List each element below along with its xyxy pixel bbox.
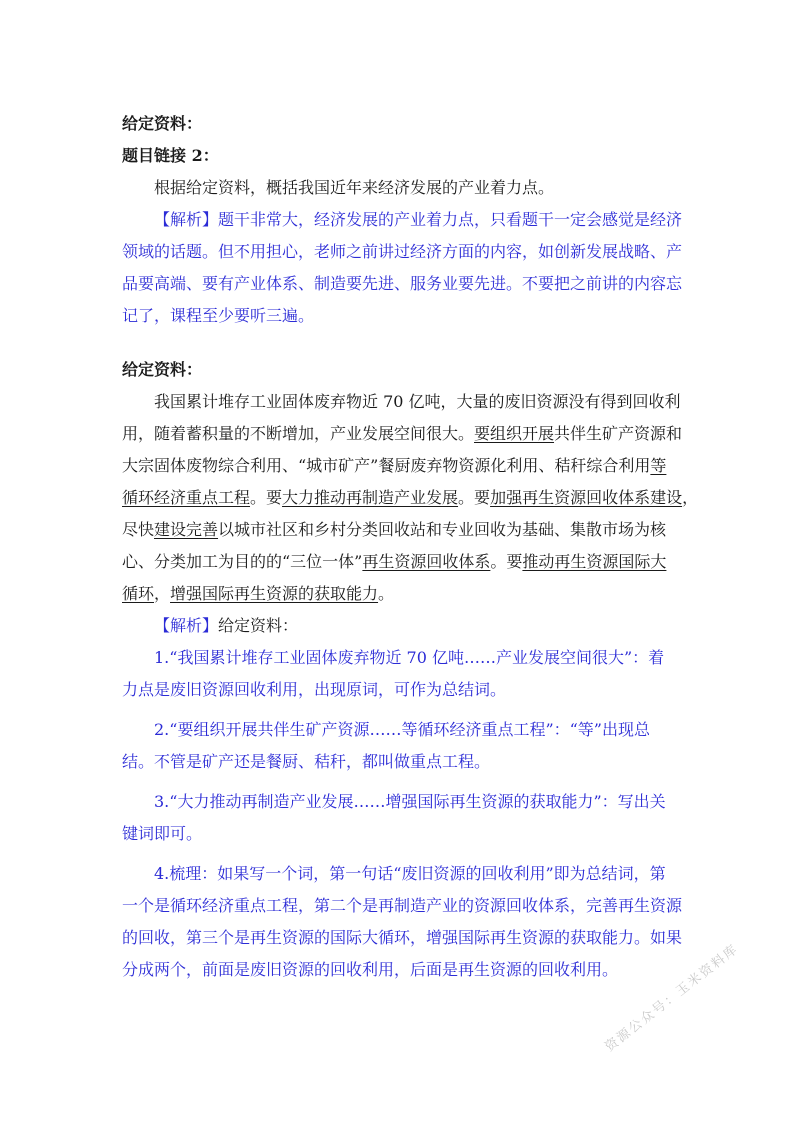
material-underline: 循环经济重点工程 <box>122 488 251 507</box>
document-body <box>122 108 699 986</box>
material-underline: 增强国际再生资源的获取能力 <box>170 584 379 603</box>
material-text: 。 <box>378 584 395 603</box>
material-underline: 建设完善 <box>154 520 219 539</box>
material-underline: 要组织开展 <box>474 424 555 443</box>
analysis-point-line: 力点是废旧资源回收利用，出现原词，可作为总结词。 <box>122 680 507 699</box>
material-text: 以城市社区和乡村分类回收站和专业回收为基础、集散市场为核 <box>218 520 667 539</box>
analysis-line: 领域的话题。但不用担心，老师之前讲过经济方面的内容，如创新发展战略、产 <box>122 242 683 261</box>
analysis-point-line: 2.“要组织开展共伴生矿产资源……等循环经济重点工程”：“等”出现总 <box>154 720 650 739</box>
material-line <box>122 482 699 514</box>
question-label: 题目链接 2： <box>122 146 219 165</box>
analysis-line: 记了，课程至少要听三遍。 <box>122 306 315 325</box>
analysis-point-line: 分成两个，前面是废旧资源的回收利用，后面是再生资源的回收利用。 <box>122 960 619 979</box>
material-text: 。要 <box>250 488 283 507</box>
watermark: 资源公众号：玉米资料库 <box>602 941 742 1055</box>
material-line <box>122 578 694 610</box>
material-line <box>122 450 694 482</box>
analysis-point-line: 1.“我国累计堆存工业固体废弃物近 70 亿吨……产业发展空间很大”：着 <box>154 648 665 667</box>
material-text: 尽快 <box>122 520 155 539</box>
analysis2-label-line <box>122 610 694 642</box>
material-line: 我国累计堆存工业固体废弃物近 70 亿吨，大量的废旧资源没有得到回收利 <box>154 392 681 411</box>
material-underline: 等 <box>650 456 667 475</box>
analysis-label: 【解析】 <box>154 210 219 229</box>
material-text: 。要 <box>458 488 491 507</box>
analysis-point-line: 键词即可。 <box>122 824 203 843</box>
material-text: 共伴生矿产资源和 <box>554 424 683 443</box>
analysis-point-line: 结。不管是矿产还是餐厨、秸秆，都叫做重点工程。 <box>122 752 491 771</box>
section1-heading: 给定资料： <box>122 114 203 133</box>
section2-heading: 给定资料： <box>122 360 203 379</box>
material-underline: 加强再生资源回收体系建设 <box>490 488 683 507</box>
material-text: ， <box>682 488 699 507</box>
analysis-point-line: 的回收，第三个是再生资源的国际大循环，增强国际再生资源的获取能力。如果 <box>122 928 683 947</box>
material-underline: 循环 <box>122 584 155 603</box>
analysis-point-line: 3.“大力推动再制造产业发展……增强国际再生资源的获取能力”：写出关 <box>154 792 666 811</box>
material-underline: 再生资源回收体系 <box>362 552 491 571</box>
analysis-line: 品要高端、要有产业体系、制造要先进、服务业要先进。不要把之前讲的内容忘 <box>122 274 683 293</box>
material-text: 用，随着蓄积量的不断增加，产业发展空间很大。 <box>122 424 475 443</box>
analysis-label-rest: 给定资料： <box>218 616 299 635</box>
question-text: 根据给定资料，概括我国近年来经济发展的产业着力点。 <box>154 178 555 197</box>
material-line <box>122 514 694 546</box>
material-text: 。要 <box>490 552 523 571</box>
analysis-point-line: 4.梳理：如果写一个词，第一句话“废旧资源的回收利用”即为总结词，第 <box>154 864 666 883</box>
analysis-label: 【解析】 <box>154 616 219 635</box>
material-line <box>122 546 694 578</box>
material-line <box>122 418 694 450</box>
analysis-point-line: 一个是循环经济重点工程，第二个是再制造产业的资源回收体系，完善再生资源 <box>122 896 683 915</box>
analysis-line <box>122 204 694 236</box>
material-text: 大宗固体废物综合利用、“城市矿产”餐厨废弃物资源化利用、秸秆综合利用 <box>122 456 651 475</box>
material-underline: 推动再生资源国际大 <box>522 552 667 571</box>
material-underline: 大力推动再制造产业发展 <box>282 488 459 507</box>
analysis-text: 题干非常大，经济发展的产业着力点，只看题干一定会感觉是经济 <box>218 210 683 229</box>
material-text: ， <box>154 584 171 603</box>
material-text: 心、分类加工为目的的“三位一体” <box>122 552 363 571</box>
